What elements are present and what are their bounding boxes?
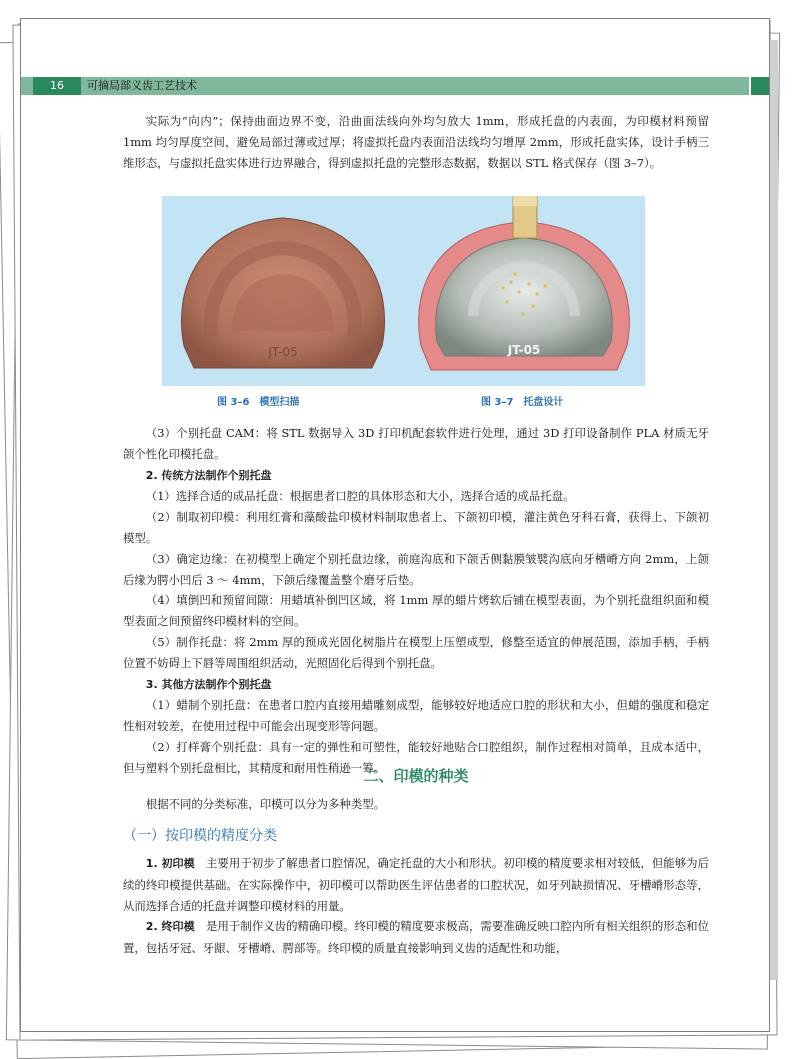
section-intro-block — [123, 794, 709, 815]
intro-paragraph-block — [123, 111, 709, 173]
paragraph-step-1: （1）选择合适的成品托盘：根据患者口腔的具体形态和大小，选择合适的成品托盘。 — [145, 489, 575, 504]
impression-types-block — [123, 853, 709, 959]
subsection-title: （一）按印模的精度分类 — [123, 828, 277, 844]
header-tab — [751, 77, 769, 95]
running-title: 可摘局部义齿工艺技术 — [87, 79, 197, 92]
item-preliminary-impression: 1. 初印模 主要用于初步了解患者口腔情况，确定托盘的大小和形状。初印模的精度要求相对较低，但能够为后续的终印模提供基础。在实际操作中，初印模可以帮助医生评估患者的口腔状况，如牙列缺损情况、牙槽嵴形态等，从而选择合适的托盘并调整印模材料的用量。 — [123, 856, 709, 913]
paragraph-step-3: （3）确定边缘：在初模型上确定个别托盘边缘，前庭沟底和下颌舌侧黏膜皱襞沟底向牙槽嵴方向 2mm，上颌后缘为腭小凹后 3 ～ 4mm，下颌后缘覆盖整个磨牙后垫。 — [123, 551, 709, 587]
page-number: 16 — [33, 77, 81, 95]
scanned-model-image — [162, 196, 404, 386]
figure-3-7-caption: 图 3–7 托盘设计 — [481, 397, 564, 408]
figure-model-scan — [162, 196, 404, 386]
paragraph-step-2: （2）制取初印模：利用红膏和藻酸盐印模材料制取患者上、下颌初印模，灌注黄色牙科石膏，获得上、下颌初模型。 — [123, 510, 709, 545]
section-intro: 根据不同的分类标准，印模可以分为多种类型。 — [145, 797, 386, 811]
item-final-impression: 2. 终印模 是用于制作义齿的精确印模。终印模的精度要求极高，需要准确反映口腔内所有相关组织的形态和位置，包括牙冠、牙龈、牙槽嵴、腭部等。终印模的质量直接影响到义齿的适配性和功能， — [123, 919, 709, 956]
paragraph-step-5: （5）制作托盘：将 2mm 厚的预成光固化树脂片在模型上压塑成型，修整至适宜的伸展范围，添加手柄，手柄位置不妨碍上下唇等周围组织活动，光照固化后得到个别托盘。 — [123, 634, 709, 670]
tray-engraving-text: JT-05 — [507, 343, 541, 357]
section-title: 二、印模的种类 — [363, 767, 469, 785]
main-text-block — [123, 423, 709, 779]
heading-traditional-method: 2. 传统方法制作个别托盘 — [145, 468, 272, 482]
page-edge-shadow — [769, 40, 778, 980]
paragraph-step-4: （4）填倒凹和预留间隙：用蜡填补倒凹区域，将 1mm 厚的蜡片烤软后铺在模型表面，为个别托盘组织面和模型表面之间预留终印模材料的空间。 — [123, 593, 709, 629]
intro-paragraph: 实际为“向内”；保持曲面边界不变，沿曲面法线向外均匀放大 1mm，形成托盘的内表面，为印模材料预留 1mm 均匀厚度空间，避免局部过薄或过厚；将虚拟托盘内表面沿法线均匀增厚 2mm，形成托盘实体，设计手柄三维形态，与虚拟托盘实体进行边界融合，得到虚拟托盘的完整形态数据，数据以 STL 格式保存（图 3–7）。 — [123, 114, 709, 170]
paragraph-compound-tray: （2）打样膏个别托盘：具有一定的弹性和可塑性，能较好地贴合口腔组织，制作过程相对简单，且成本适中，但与塑料个别托盘相比，其精度和耐用性稍逊一筹。 — [123, 739, 709, 775]
paragraph-cam: （3）个别托盘 CAM：将 STL 数据导入 3D 打印机配套软件进行处理，通过 3D 打印设备制作 PLA 材质无牙颌个性化印模托盘。 — [123, 426, 709, 461]
book-page — [20, 18, 770, 1032]
tray-design-image — [403, 196, 645, 386]
figure-tray-design — [403, 196, 645, 386]
heading-other-methods: 3. 其他方法制作个别托盘 — [145, 677, 272, 691]
figure-3-6-caption: 图 3–6 模型扫描 — [217, 397, 300, 408]
model-engraving-text: JT-05 — [268, 345, 298, 359]
paragraph-wax-tray: （1）蜡制个别托盘：在患者口腔内直接用蜡雕刻成型，能够较好地适应口腔的形状和大小，但蜡的强度和稳定性相对较差，在使用过程中可能会出现变形等问题。 — [123, 698, 709, 734]
